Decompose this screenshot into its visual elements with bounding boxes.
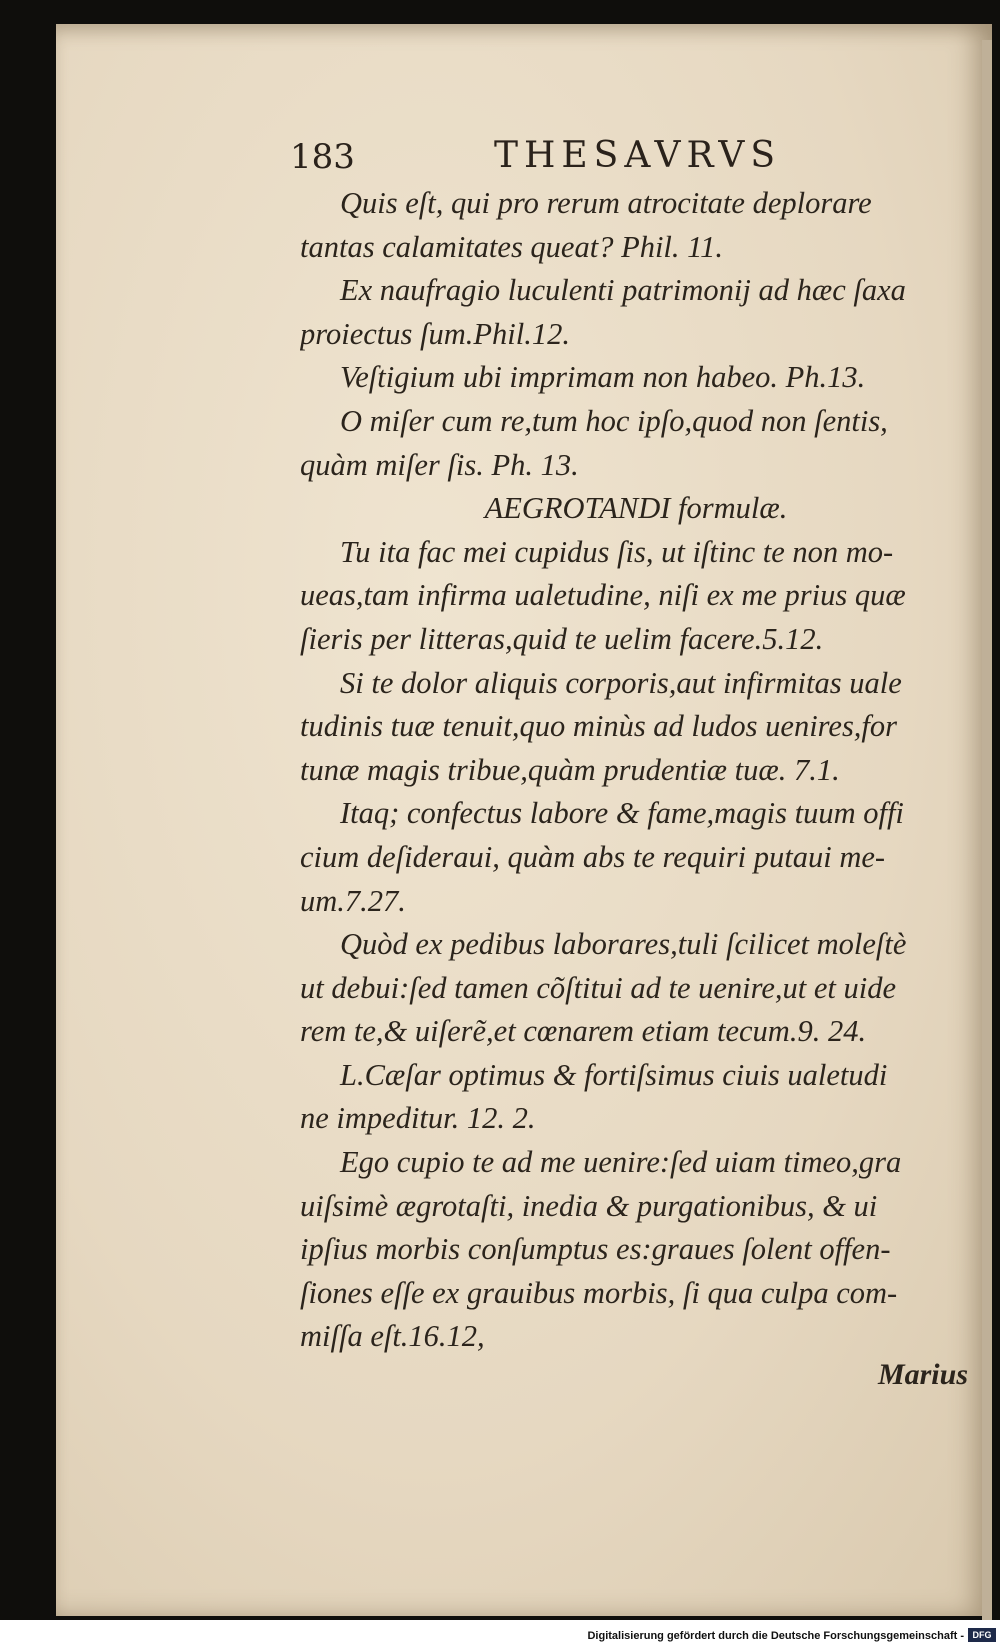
- text-line: Quis eſt, qui pro rerum atrocitate deplorare: [340, 186, 872, 220]
- text-line: um.7.27.: [300, 883, 406, 918]
- catchword: Marius: [877, 1358, 968, 1391]
- page-number: 183: [290, 137, 355, 177]
- text-line: Ex naufragio luculenti patrimonij ad hæc ſaxa: [340, 273, 906, 308]
- text-line: Veſtigium ubi imprimam non habeo. Ph.13.: [340, 360, 866, 395]
- text-line: ueas,tam infirma ualetudine, niſi ex me prius quæ: [300, 578, 906, 613]
- text-line: Ego cupio te ad me uenire:ſed uiam timeo,gra: [340, 1145, 902, 1180]
- text-line: tudinis tuæ tenuit,quo minùs ad ludos uenires,for: [300, 709, 898, 744]
- text-line: Si te dolor aliquis corporis,aut infirmitas uale: [340, 665, 902, 700]
- text-line: miſſa eſt.16.12,: [300, 1319, 485, 1354]
- dfg-logo: DFG: [968, 1628, 996, 1642]
- text-line: uiſsimè ægrotaſti, inedia & purgationibus, & ui: [300, 1188, 878, 1223]
- page-edge: [982, 40, 992, 1620]
- text-line: tantas calamitates queat? Phil. 11.: [300, 229, 724, 264]
- text-line: ut debui:ſed tamen cõſtitui ad te uenire,ut et uide: [300, 970, 897, 1005]
- text-line: quàm miſer ſis. Ph. 13.: [300, 447, 579, 482]
- page-text: [300, 182, 972, 1362]
- text-line: proiectus ſum.Phil.12.: [300, 316, 570, 351]
- text-line: O miſer cum re,tum hoc ipſo,quod non ſentis,: [340, 403, 888, 438]
- text-line: ne impeditur. 12. 2.: [300, 1101, 536, 1136]
- funding-credit: Digitalisierung gefördert durch die Deutsche Forschungsgemeinschaft -: [587, 1630, 964, 1642]
- text-line: cium deſideraui, quàm abs te requiri putaui me-: [300, 839, 886, 874]
- text-line: ipſius morbis conſumptus es:graues ſolent offen-: [300, 1232, 891, 1267]
- text-line: Itaq; confectus labore & fame,magis tuum offi: [340, 796, 904, 831]
- running-head-title: THESAVRVS: [494, 135, 782, 176]
- text-line: Quòd ex pedibus laborares,tuli ſcilicet moleſtè: [340, 927, 907, 962]
- text-line: ſieris per litteras,quid te uelim facere.5.12.: [300, 621, 824, 656]
- text-line: Tu ita fac mei cupidus ſis, ut iſtinc te non mo-: [340, 534, 894, 569]
- text-line: L.Cæſar optimus & fortiſsimus ciuis ualetudi: [340, 1057, 888, 1092]
- text-line: rem te,& uiſerẽ,et cœnarem etiam tecum.9. 24.: [300, 1014, 867, 1049]
- text-line: ſiones eſſe ex grauibus morbis, ſi qua culpa com-: [300, 1275, 898, 1310]
- section-heading: AEGROTANDI formulæ.: [484, 491, 788, 526]
- text-line: tunæ magis tribue,quàm prudentiæ tuæ. 7.1.: [300, 752, 840, 787]
